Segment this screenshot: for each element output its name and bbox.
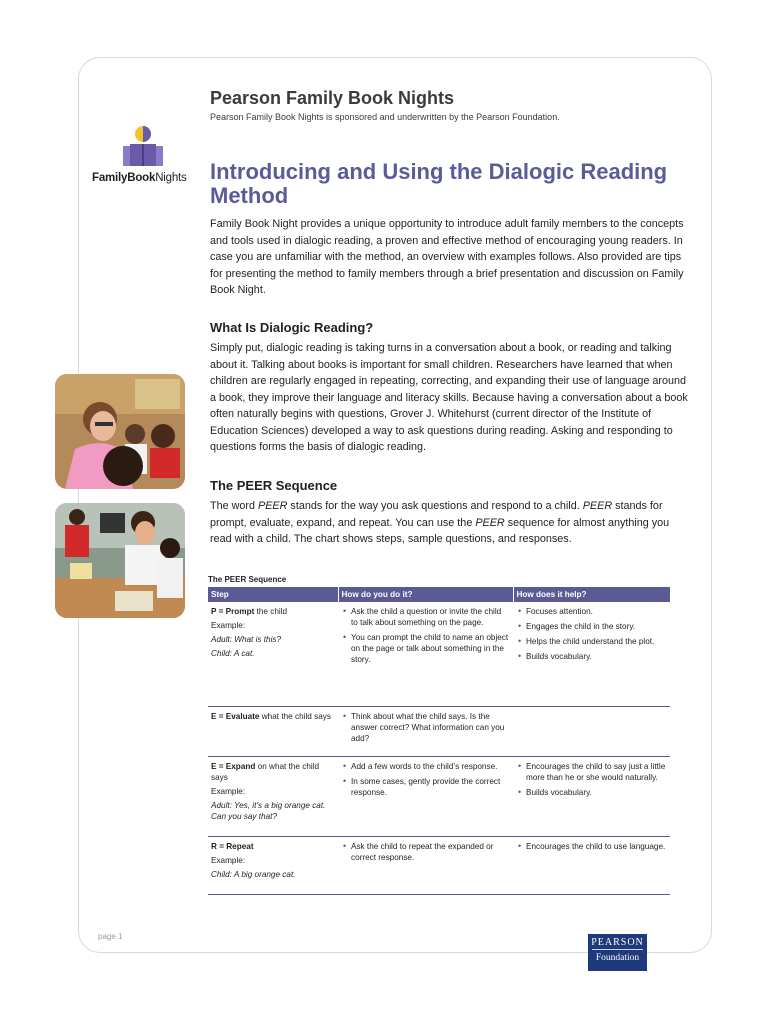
- photo-children-reading: [55, 503, 185, 618]
- help-cell: [513, 756, 670, 836]
- how-cell: [338, 706, 513, 756]
- section-heading-dialogic: What Is Dialogic Reading?: [210, 320, 374, 335]
- list-item: • Think about what the child says. Is the answer correct? What information can you add?: [341, 711, 510, 744]
- list-item: • Helps the child understand the plot.: [516, 636, 667, 647]
- list-item: • Builds vocabulary.: [516, 787, 667, 798]
- pearson-foundation-logo: PEARSON Foundation: [588, 934, 647, 971]
- table-row: [208, 756, 670, 836]
- photo-teacher-reading: [55, 374, 185, 489]
- how-cell: [338, 756, 513, 836]
- intro-paragraph: Family Book Night provides a unique opportunity to introduce adult family members to the concepts and tools used in dialogic reading, a proven and effective method of encouraging young readers. In case you are unfamiliar with the method, an overview with examples follows. Also provided are tips for presenting the method to family members through a brief presentation and discussion on Family Book Night.: [210, 218, 684, 296]
- list-item: • Focuses attention.: [516, 606, 667, 617]
- step-cell: R = Repeat Example: Child: A big orange cat.: [208, 836, 338, 894]
- table-row: [208, 706, 670, 756]
- table-row: [208, 602, 670, 706]
- how-cell: [338, 836, 513, 894]
- header-title: Pearson Family Book Nights: [210, 88, 455, 108]
- peer-paragraph: The word PEER stands for the way you ask questions and respond to a child. PEER stands for prompt, evaluate, expand, and repeat. You can use the PEER sequence for almost anything you read with a child. The chart shows steps, sample questions, and responses.: [210, 500, 670, 545]
- list-item: • Add a few words to the child’s response.: [341, 761, 510, 772]
- list-item: • You can prompt the child to name an object on the page or talk about something in the story.: [341, 632, 510, 665]
- logo-text: FamilyBookNights: [92, 172, 187, 184]
- list-item: • Ask the child a question or invite the child to talk about something on the page.: [341, 606, 510, 628]
- peer-sequence-table: [208, 587, 670, 895]
- list-item: • Engages the child in the story.: [516, 621, 667, 632]
- table-row: [208, 836, 670, 894]
- help-cell: [513, 602, 670, 706]
- table-title: The PEER Sequence: [208, 575, 287, 584]
- step-cell: P = Prompt the child Example: Adult: What is this? Child: A cat.: [208, 602, 338, 706]
- dialogic-paragraph: Simply put, dialogic reading is taking turns in a conversation about a book, or reading and talking about it. Talking about books is important for small children. Researchers have learned that when children are regularly engaged in repeating, correcting, and expanding their use of language around a book, they improve their language and literacy skills. Because having a conversation about a book often naturally begins with questions, Grover J. Whitehurst (current director of the Institute of Education Sciences) developed a way to ask questions during reading. Asking and responding to questions forms the basis of dialogic reading.: [210, 342, 688, 453]
- list-item: • Ask the child to repeat the expanded or correct response.: [341, 841, 510, 863]
- list-item: • In some cases, gently provide the correct response.: [341, 776, 510, 798]
- page-number: page 1: [98, 932, 123, 941]
- table-header-row: [208, 587, 670, 602]
- help-cell: [513, 836, 670, 894]
- list-item: • Encourages the child to use language.: [516, 841, 667, 852]
- list-item: • Builds vocabulary.: [516, 651, 667, 662]
- header-subtitle: Pearson Family Book Nights is sponsored and underwritten by the Pearson Foundation.: [210, 112, 560, 122]
- how-cell: [338, 602, 513, 706]
- header-step: Step: [208, 587, 338, 602]
- step-cell: E = Expand on what the child says Example: Adult: Yes, it’s a big orange cat. Can you say that?: [208, 756, 338, 836]
- header-help: How does it help?: [513, 587, 670, 602]
- main-title: Introducing and Using the Dialogic Reading Method: [210, 159, 668, 208]
- book-globe-icon: [92, 124, 196, 172]
- family-book-nights-logo: [92, 124, 196, 188]
- section-heading-peer: The PEER Sequence: [210, 478, 338, 493]
- help-cell: [513, 706, 670, 756]
- header-how: How do you do it?: [338, 587, 513, 602]
- step-cell: E = Evaluate what the child says: [208, 706, 338, 756]
- list-item: • Encourages the child to say just a little more than he or she would naturally.: [516, 761, 667, 783]
